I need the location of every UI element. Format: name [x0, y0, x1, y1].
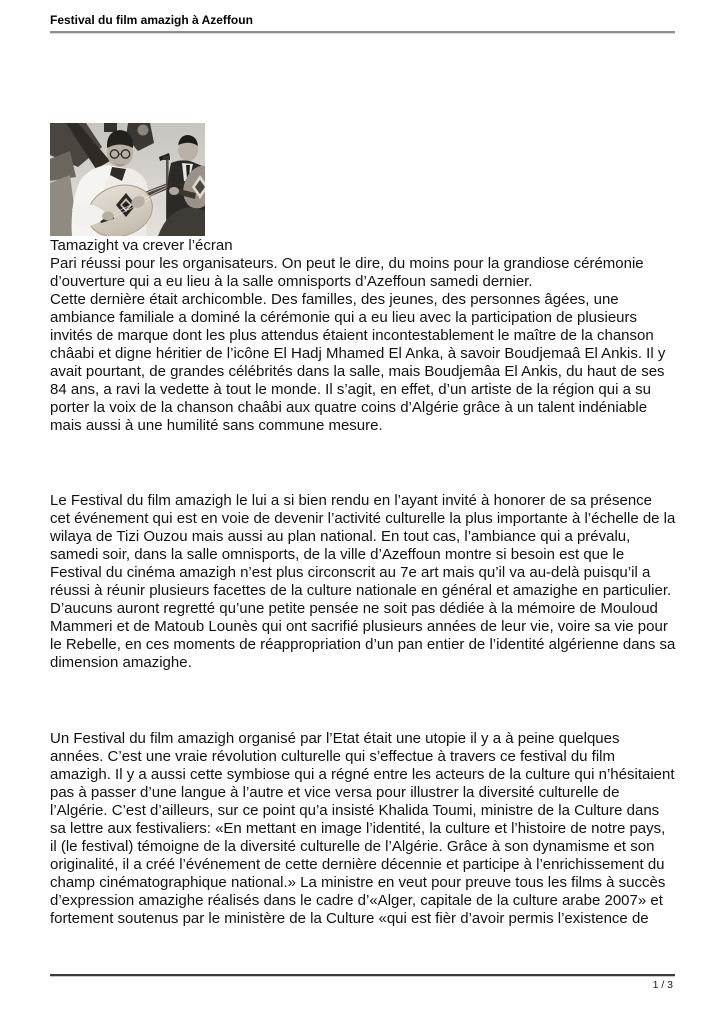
page-number: 1 / 3 [652, 979, 673, 991]
article-block-middle [50, 492, 676, 672]
article-paragraph: Le Festival du film amazigh le lui a si bien rendu en l’ayant invité à honorer de sa présence cet événement qui est en voie de devenir l’activité culturelle la plus importante à l’échelle de la wilaya de Tizi Ouzou mais aussi au plan national. En tout cas, l’ambiance qui a prévalu, samedi soir, dans la salle omnisports, de la ville d’Azeffoun montre si besoin est que le Festival du cinéma amazigh n’est plus circonscrit au 7e art mais qu’il va au-delà puisqu’il a réussi à réunir plusieurs facettes de la culture nationale en général et amazighe en particulier. D’aucuns auront regretté qu’une petite pensée ne soit pas dédiée à la mémoire de Mouloud Mammeri et de Matoub Lounès qui ont sacrifié plusieurs années de leur vie, voire sa vie pour le Rebelle, en ces moments de réappropriation d’un pan entier de l’identité algérienne dans sa dimension amazighe. [50, 492, 676, 671]
article-photo [50, 123, 205, 236]
article-paragraph: Pari réussi pour les organisateurs. On peut le dire, du moins pour la grandiose cérémonie d’ouverture qui a eu lieu à la salle omnisports d’Azeffoun samedi dernier. [50, 255, 644, 290]
article-paragraph: Un Festival du film amazigh organisé par l’Etat était une utopie il y a à peine quelques années. C’est une vraie révolution culturelle qui s’effectue à travers ce festival du film amazigh. Il y a aussi cette symbiose qui a régné entre les acteurs de la culture qui n’hésitaient pas à passer d’une langue à l’autre et vice versa pour illustrer la diversité culturelle de l’Algérie. C’est d’ailleurs, sur ce point qu’a insisté Khalida Toumi, ministre de la Culture dans sa lettre aux festivaliers: «En mettant en image l’identité, la culture et l’histoire de notre pays, il (le festival) témoigne de la diversité culturelle de l’Algérie. Grâce à son dynamisme et son originalité, il a créé l’événement de cette dernière décennie et participe à l’enrichissement du champ cinématographique national.» La ministre en veut pour preuve tous les films à succès d’expression amazighe réalisés dans le cadre d’«Alger, capitale de la culture arabe 2007» et fortement soutenus par le ministère de la Culture «qui est fièr d’avoir permis l’existence de [50, 730, 675, 927]
article-paragraph: Cette dernière était archicomble. Des familles, des jeunes, des personnes âgées, une ambiance familiale a dominé la cérémonie qui a eu lieu avec la participation de plusieurs invités de marque dont les plus attendus étaient incontestablement le maître de la chanson châabi et digne héritier de l’icône El Hadj Mhamed El Anka, à savoir Boudjemaâ El Ankis. Il y avait pourtant, de grandes célébrités dans la salle, mais Boudjemâa El Ankis, du haut de ses 84 ans, a ravi la vedette à tout le monde. Il s’agit, en effet, d’un artiste de la région qui a su porter la voix de la chanson chaâbi aux quatre coins d’Algérie grâce à un talent indéniable mais aussi à une humilité sans commune mesure. [50, 291, 666, 434]
article-block-intro [50, 237, 676, 435]
footer-rule [50, 974, 675, 977]
article-lead-line: Tamazight va crever l’écran [50, 237, 233, 254]
article-block-bottom [50, 730, 676, 928]
page-header-title: Festival du film amazigh à Azeffoun [50, 13, 253, 27]
header-rule [50, 31, 675, 34]
